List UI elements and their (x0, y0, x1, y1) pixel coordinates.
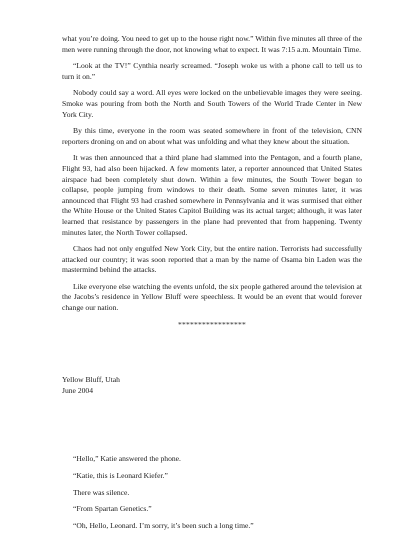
paragraph-2: “Look at the TV!” Cynthia nearly screamed. “Joseph woke us with a phone call to tell us to turn it on.” (62, 61, 362, 81)
dialog-line: “Oh, Hello, Leonard. I’m sorry, it’s been such a long time.” (73, 520, 254, 530)
dialog-section (62, 454, 362, 531)
dateline-date: June 2004 (62, 385, 94, 395)
paragraph-5: It was then announced that a third plane had slammed into the Pentagon, and a fourth plane, Flight 93, had also been hijacked. A few moments later, a reporter announced that United States airspace had been completely shut down. Within a few minutes, the South Tower began to collapse, people jumping from windows to their death. Some seven minutes later, it was announced that Flight 93 had crashed somewhere in Pennsylvania and it was surmised that either the White House or the United States Capitol Building was its actual target; although, it was later learned that resistance by passengers in the plane had prevented that from happening. Twenty minutes later, the North Tower collapsed. (62, 153, 362, 237)
dialog-line: “Katie, this is Leonard Kiefer.” (73, 471, 168, 481)
dateline-place: Yellow Bluff, Utah (62, 375, 120, 385)
paragraph-3: Nobody could say a word. All eyes were locked on the unbelievable images they were seeing. Smoke was pouring from both the North and South Towers of the World Trade Center in New York City. (62, 88, 362, 119)
paragraph-6: Chaos had not only engulfed New York City, but the entire nation. Terrorists had successfully attacked our country; it was soon reported that a man by the name of Osama bin Laden was the mastermind behind the attacks. (62, 244, 362, 275)
paragraph-4: By this time, everyone in the room was seated somewhere in front of the television, CNN reporters droning on and on about what was unfolding and what they knew about the situation. (62, 126, 362, 146)
section-separator: ***************** (178, 319, 246, 329)
dialog-line: “Hello,” Katie answered the phone. (73, 454, 181, 464)
dialog-line: “From Spartan Genetics.” (73, 504, 152, 514)
dateline (62, 375, 362, 396)
dialog-line: There was silence. (73, 487, 130, 497)
paragraph-1: what you’re doing. You need to get up to the house right now.” Within five minutes all three of the men were running through the door, not knowing what to expect. It was 7:15 a.m. Mountain Time. (62, 34, 362, 54)
paragraph-7: Like everyone else watching the events unfold, the six people gathered around the television at the Jacobs’s residence in Yellow Bluff were speechless. It would be an event that would forever change our nation. (62, 281, 362, 313)
